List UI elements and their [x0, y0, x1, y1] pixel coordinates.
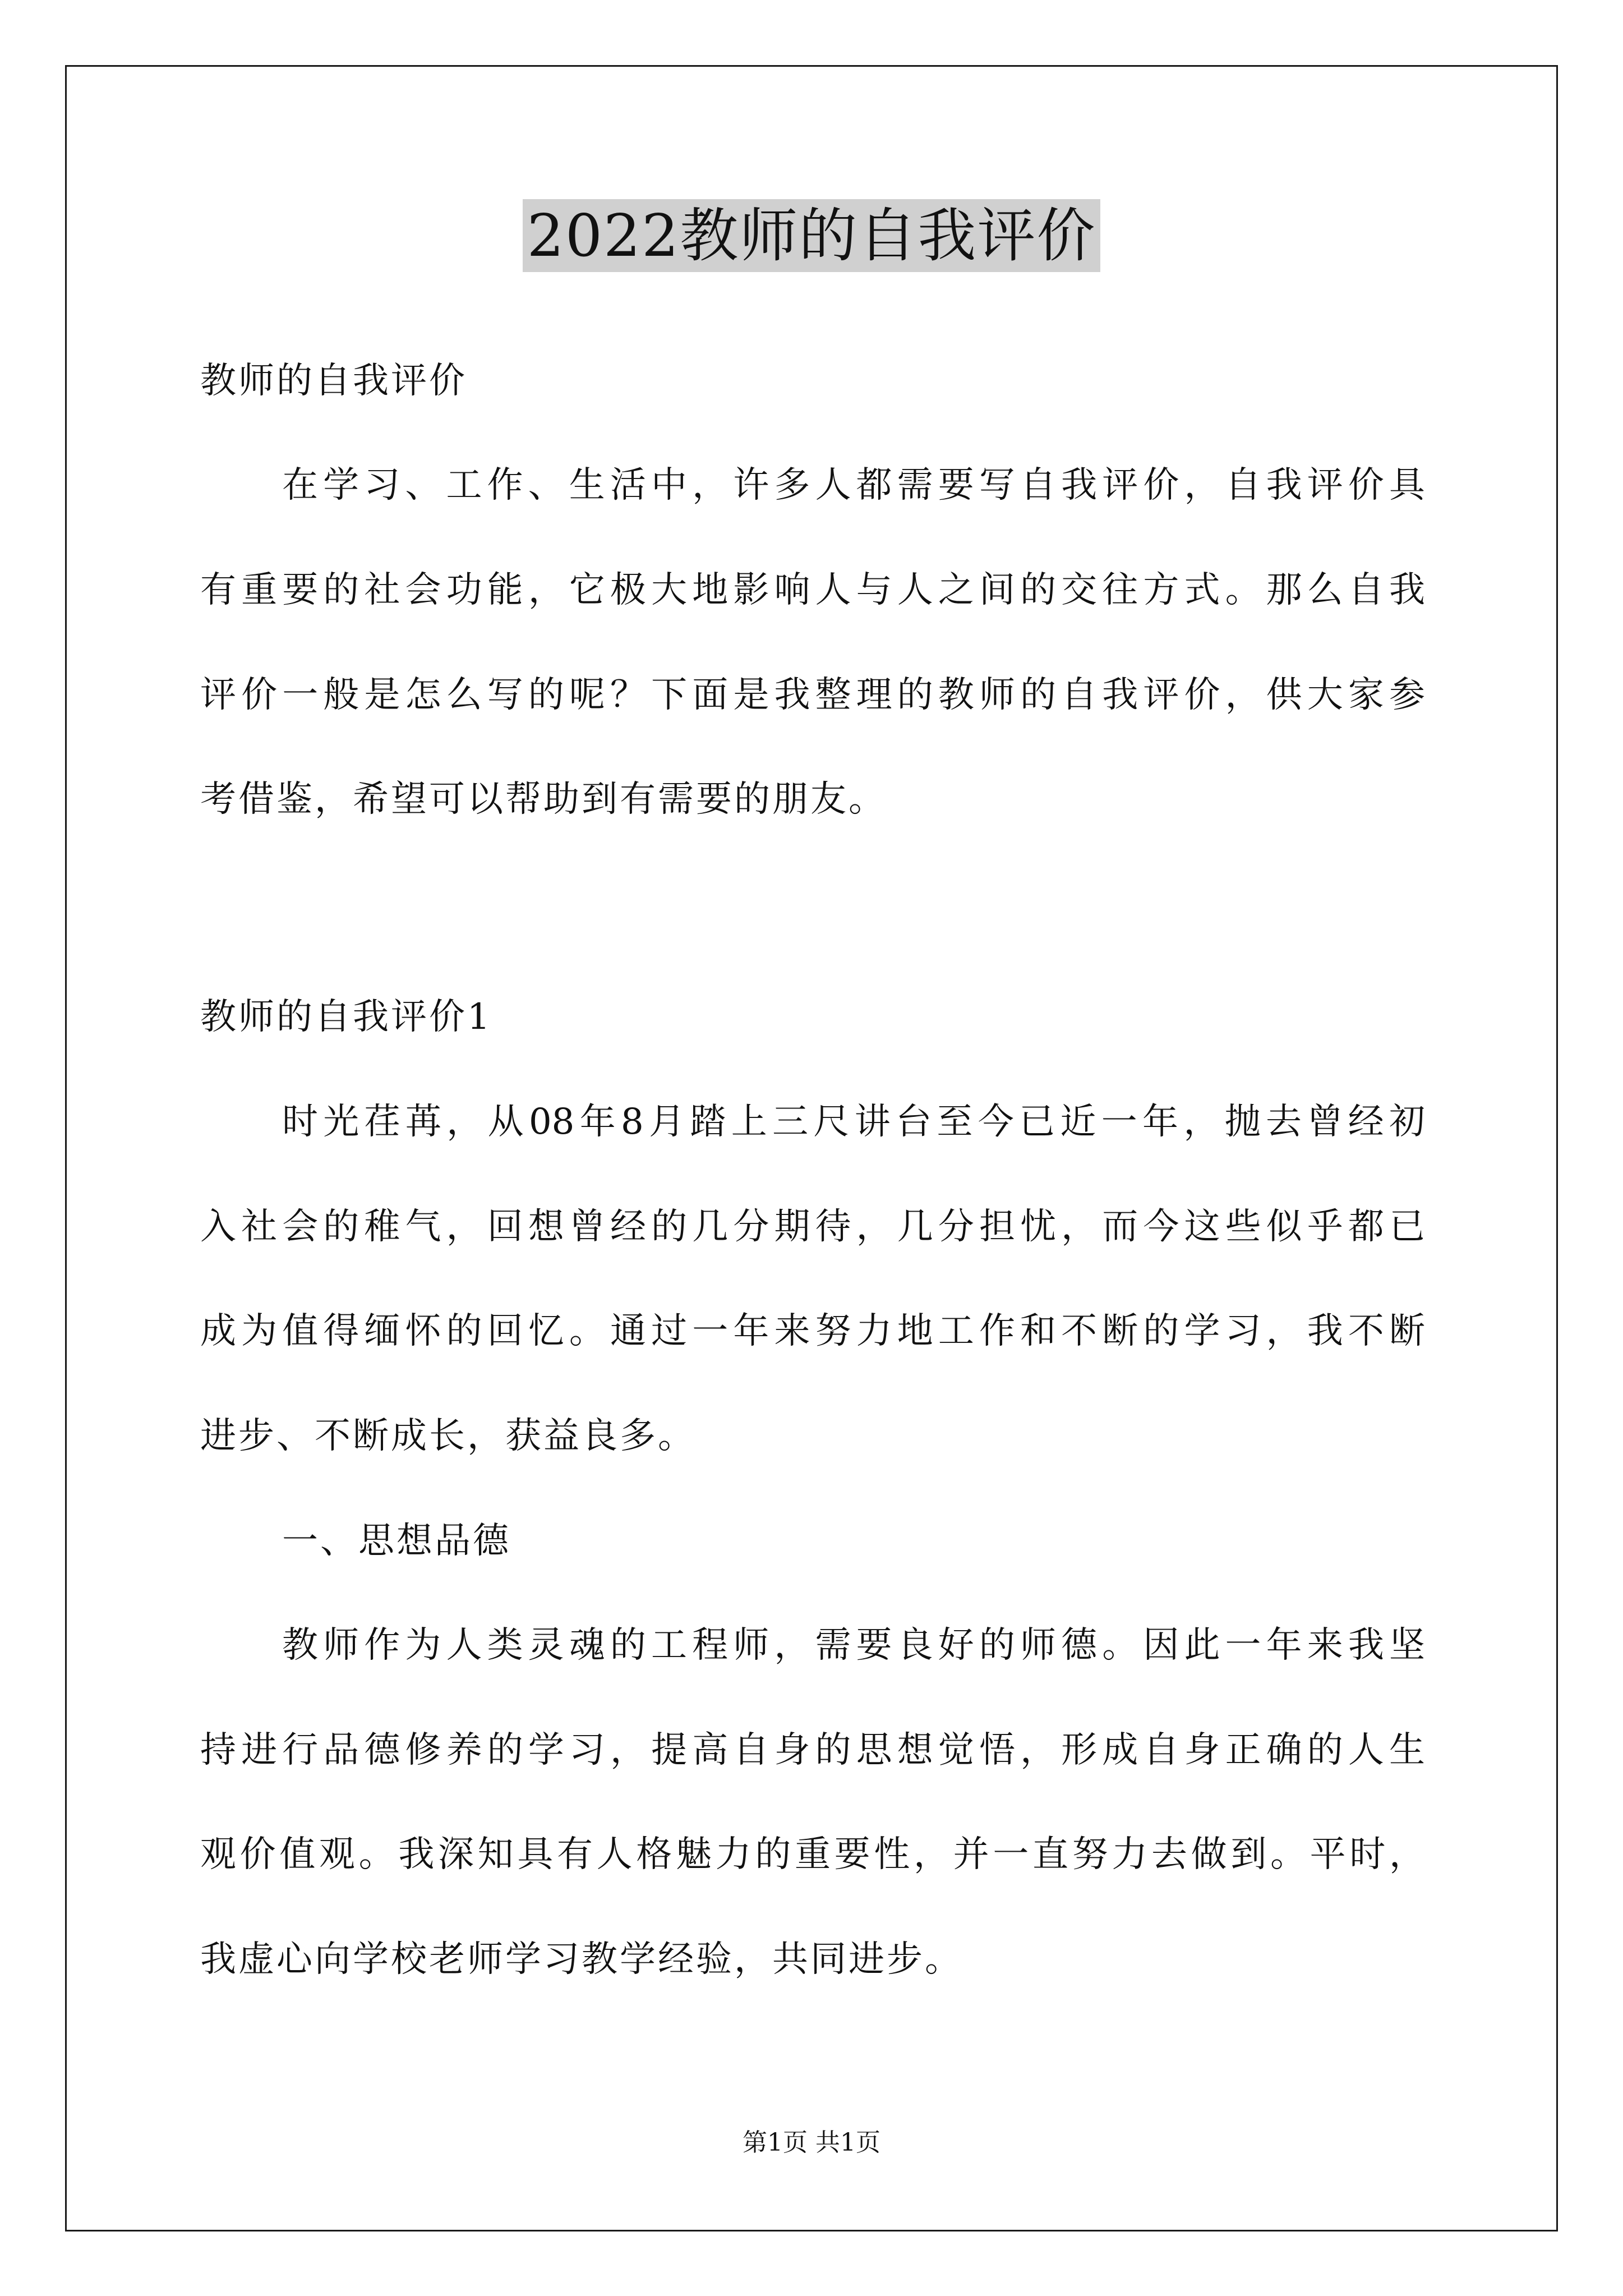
intro-line: 在学习、工作、生活中，许多人都需要写自我评价，自我评价具: [282, 464, 1425, 506]
document-subtitle: 教师的自我评价: [200, 360, 467, 402]
paragraph-line: 进步、不断成长，获益良多。: [200, 1415, 696, 1457]
paragraph-line: 入社会的稚气，回想曾经的几分期待，几分担忧，而今这些似乎都已: [200, 1206, 1425, 1248]
paragraph-line: 教师作为人类灵魂的工程师，需要良好的师德。因此一年来我坚: [282, 1625, 1425, 1666]
paragraph-line: 时光荏苒，从08年8月踏上三尺讲台至今已近一年，抛去曾经初: [282, 1101, 1425, 1143]
paragraph-line: 持进行品德修养的学习，提高自身的思想觉悟，形成自身正确的人生: [200, 1729, 1425, 1771]
subheading: 一、思想品德: [282, 1520, 511, 1562]
intro-line: 有重要的社会功能，它极大地影响人与人之间的交往方式。那么自我: [200, 569, 1425, 611]
document-title-block: [0, 199, 1623, 272]
page-number-footer: 第1页 共1页: [743, 2128, 880, 2157]
intro-line: 考借鉴，希望可以帮助到有需要的朋友。: [200, 779, 887, 820]
intro-line: 评价一般是怎么写的呢？下面是我整理的教师的自我评价，供大家参: [200, 674, 1425, 716]
document-title: 2022教师的自我评价: [523, 199, 1101, 272]
paragraph-line: 成为值得缅怀的回忆。通过一年来努力地工作和不断的学习，我不断: [200, 1310, 1425, 1352]
section-heading: 教师的自我评价1: [200, 996, 492, 1038]
paragraph-line: 我虚心向学校老师学习教学经验，共同进步。: [200, 1939, 963, 1980]
paragraph-line: 观价值观。我深知具有人格魅力的重要性，并一直努力去做到。平时，: [200, 1834, 1425, 1875]
